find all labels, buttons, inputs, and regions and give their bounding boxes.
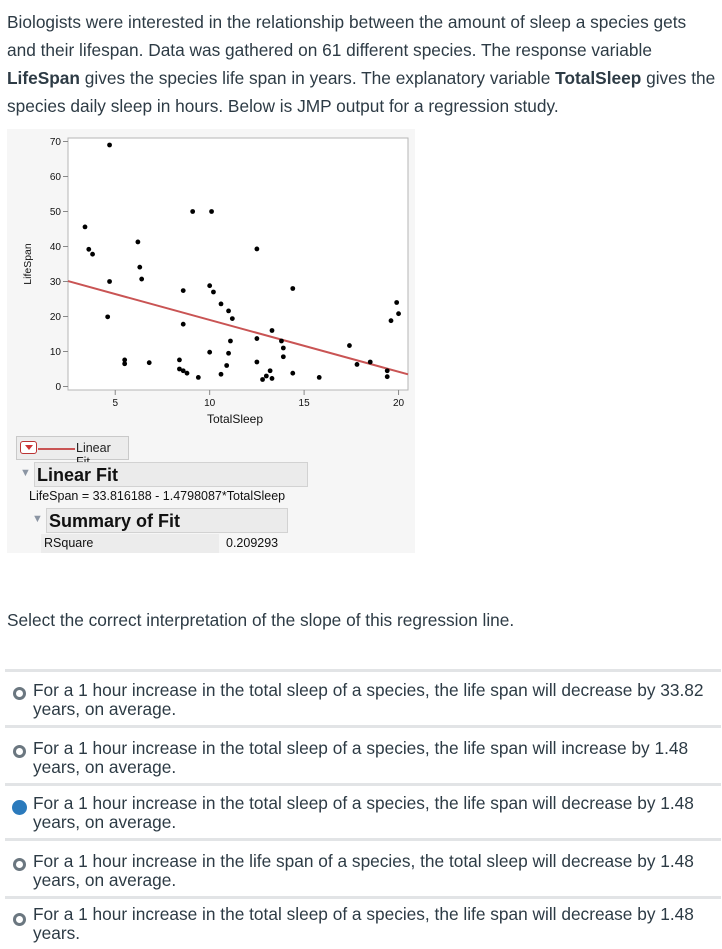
fit-line-swatch — [38, 448, 75, 450]
data-point — [219, 302, 224, 307]
disclosure-triangle-icon[interactable]: ▼ — [20, 467, 31, 479]
data-point — [86, 247, 91, 252]
radio-button[interactable] — [13, 687, 26, 700]
data-point — [355, 362, 360, 367]
data-point — [389, 318, 394, 323]
explanatory-variable-name: TotalSleep — [555, 68, 642, 88]
data-point — [281, 346, 286, 351]
y-tick-label: 50 — [49, 207, 61, 218]
x-tick-label: 5 — [112, 398, 119, 409]
data-point — [270, 376, 275, 381]
data-point — [177, 358, 182, 363]
answer-option[interactable] — [5, 783, 721, 838]
y-tick-label: 70 — [49, 137, 61, 148]
data-point — [196, 375, 201, 380]
radio-button[interactable] — [13, 913, 26, 926]
linear-fit-header[interactable]: Linear Fit — [34, 462, 308, 487]
data-point — [181, 322, 186, 327]
data-point — [396, 311, 401, 316]
data-point — [137, 265, 142, 270]
answer-text[interactable]: For a 1 hour increase in the total sleep of a species, the life span will decrease by 1.48 years. — [33, 904, 694, 943]
answer-text[interactable]: For a 1 hour increase in the total sleep of a species, the life span will increase by 1.48 years, on average. — [33, 738, 689, 777]
data-point — [139, 277, 144, 282]
y-tick-label: 20 — [49, 312, 61, 323]
plot-frame — [68, 138, 408, 390]
data-point — [181, 288, 186, 293]
data-point — [254, 360, 259, 365]
answer-option[interactable] — [5, 838, 721, 896]
x-tick-label: 20 — [392, 398, 405, 409]
data-point — [90, 252, 95, 257]
dropdown-icon[interactable] — [20, 441, 37, 454]
intro-text-2: gives the species life span in years. The explanatory variable — [79, 68, 556, 88]
data-point — [147, 360, 152, 365]
data-point — [228, 339, 233, 344]
data-point — [268, 368, 273, 373]
data-point — [317, 375, 322, 380]
answer-option[interactable] — [5, 725, 721, 783]
data-point — [226, 351, 231, 356]
data-point — [209, 209, 214, 214]
answer-text[interactable]: For a 1 hour increase in the life span of a species, the total sleep will decrease by 1.48 years, on average. — [33, 851, 694, 890]
answer-text[interactable]: For a 1 hour increase in the total sleep of a species, the life span will decrease by 33.82 years, on average. — [33, 680, 704, 719]
intro-text-1: Biologists were interested in the relationship between the amount of sleep a species gets and their lifespan. Data was gathered on 61 different species. The response variable — [7, 12, 687, 60]
data-point — [254, 336, 259, 341]
summary-of-fit-header[interactable]: Summary of Fit — [46, 508, 288, 533]
y-tick-label: 30 — [49, 277, 61, 288]
data-point — [394, 300, 399, 305]
jmp-output — [7, 129, 415, 553]
data-point — [224, 363, 229, 368]
radio-button-selected[interactable] — [12, 800, 27, 815]
data-point — [219, 372, 224, 377]
data-point — [207, 350, 212, 355]
y-tick-label: 60 — [49, 172, 61, 183]
question-prompt: Select the correct interpretation of the slope of this regression line. — [7, 610, 515, 630]
y-tick-label: 10 — [49, 347, 61, 358]
data-point — [254, 247, 259, 252]
answer-option[interactable] — [5, 669, 721, 725]
data-point — [270, 328, 275, 333]
data-point — [385, 368, 390, 373]
data-point — [264, 374, 269, 379]
radio-button[interactable] — [13, 858, 26, 871]
regression-equation: LifeSpan = 33.816188 - 1.4798087*TotalSleep — [29, 489, 286, 503]
rsquare-value: 0.209293 — [219, 534, 415, 553]
data-point — [290, 286, 295, 291]
data-point — [83, 225, 88, 230]
data-point — [135, 240, 140, 245]
data-point — [281, 354, 286, 359]
x-tick-label: 15 — [298, 398, 310, 409]
answer-text[interactable]: For a 1 hour increase in the total sleep of a species, the life span will decrease by 1.48 years, on average. — [33, 793, 694, 832]
data-point — [290, 371, 295, 376]
x-tick-label: 10 — [204, 398, 216, 409]
legend-label: Linear — [76, 441, 111, 455]
linear-fit-legend[interactable] — [16, 436, 129, 460]
data-point — [122, 361, 127, 366]
data-point — [211, 290, 216, 295]
answer-options — [5, 669, 721, 949]
summary-of-fit-table — [41, 534, 415, 553]
data-point — [260, 377, 265, 382]
response-variable-name: LifeSpan — [7, 68, 80, 88]
data-point — [226, 309, 231, 314]
data-point — [105, 314, 110, 319]
rsquare-label: RSquare — [41, 534, 219, 553]
intro-text-3: gives the species daily sleep in hours. Below is JMP output for a regression study. — [7, 68, 716, 116]
y-axis-label: LifeSpan — [22, 243, 34, 285]
data-point — [190, 209, 195, 214]
data-point — [385, 374, 390, 379]
y-tick-label: 0 — [55, 382, 61, 393]
data-point — [107, 279, 112, 284]
disclosure-triangle-icon[interactable]: ▼ — [32, 513, 43, 525]
data-point — [368, 360, 373, 365]
data-point — [230, 316, 235, 321]
data-point — [207, 283, 212, 288]
scatter-chart — [7, 129, 415, 429]
answer-option[interactable] — [5, 896, 721, 949]
data-point — [279, 339, 284, 344]
radio-button[interactable] — [13, 745, 26, 758]
data-point — [107, 143, 112, 148]
x-axis-label: TotalSleep — [206, 412, 264, 426]
problem-statement — [7, 8, 719, 120]
data-point — [347, 343, 352, 348]
y-tick-label: 40 — [49, 242, 61, 253]
data-point — [185, 371, 190, 376]
